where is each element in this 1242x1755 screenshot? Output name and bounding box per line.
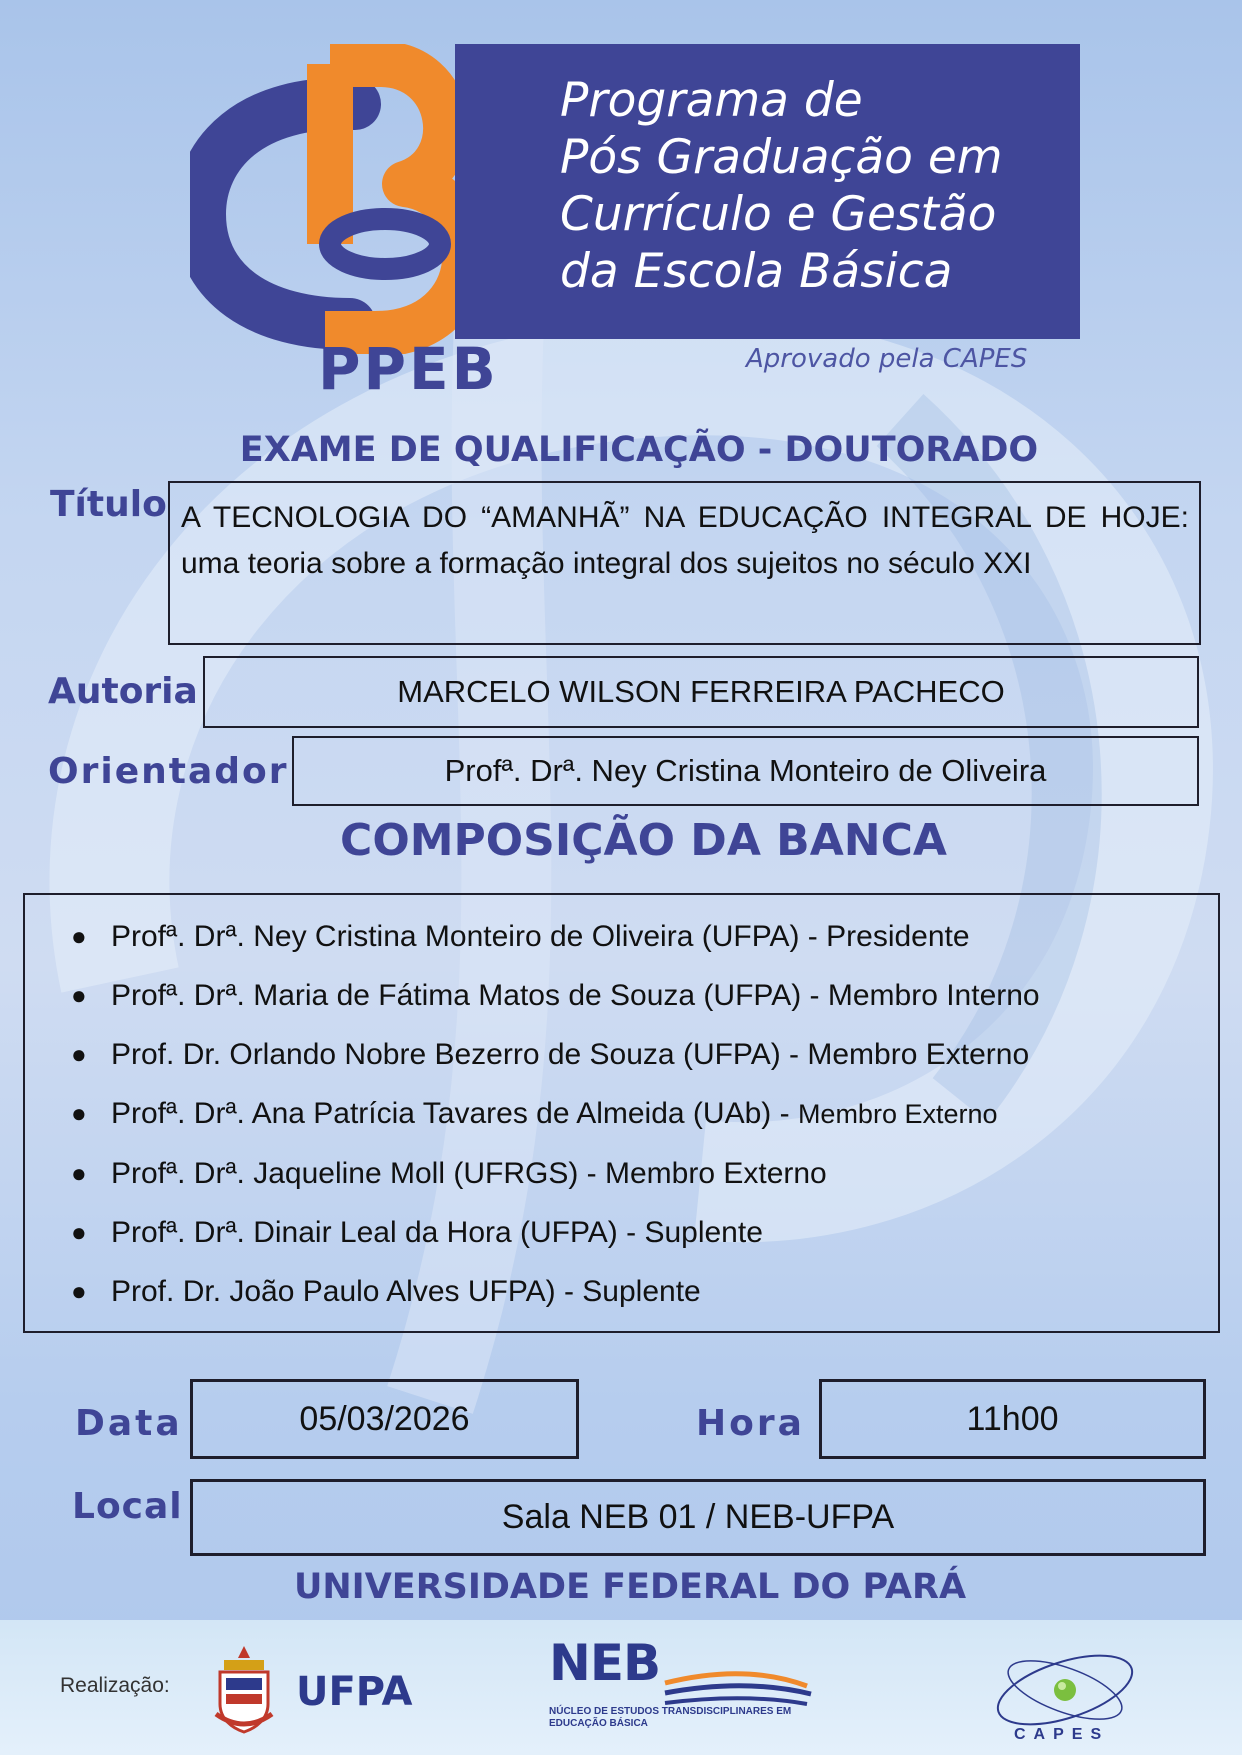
member-role: Membro Interno	[827, 979, 1040, 1012]
member-role: Membro Externo	[807, 1038, 1030, 1071]
data-value: 05/03/2026	[299, 1399, 470, 1438]
banca-list	[71, 907, 1040, 1321]
ufpa-crest-icon	[210, 1644, 278, 1734]
neb-subtitle: NÚCLEO DE ESTUDOS TRANSDISCIPLINARES EM EDUCAÇÃO BÁSICA	[549, 1706, 792, 1729]
member-name: Profª. Drª. Jaqueline Moll (UFRGS) -	[111, 1157, 605, 1190]
banca-title: COMPOSIÇÃO DA BANCA	[340, 815, 947, 866]
member-role: Membro Externo	[797, 1099, 998, 1129]
hora-label: Hora	[696, 1403, 805, 1444]
member-name: Profª. Drª. Ana Patrícia Tavares de Almeida (UAb) -	[111, 1097, 798, 1130]
capes-logo-text: CAPES	[1014, 1726, 1110, 1743]
local-label: Local	[72, 1486, 183, 1527]
hora-value: 11h00	[966, 1399, 1059, 1438]
autoria-label: Autoria	[48, 671, 198, 712]
member-role: Suplente	[644, 1216, 763, 1249]
orientador-box	[292, 736, 1199, 806]
program-acronym: PPEB	[318, 335, 499, 403]
banca-member	[71, 1203, 1040, 1262]
realizacao-label: Realização:	[60, 1674, 170, 1697]
orientador-value: Profª. Drª. Ney Cristina Monteiro de Oliveira	[444, 753, 1047, 788]
banca-member	[71, 1144, 1040, 1203]
exam-title: EXAME DE QUALIFICAÇÃO - DOUTORADO	[239, 430, 1039, 470]
ufpa-logo-text: UFPA	[296, 1669, 413, 1715]
autoria-box	[203, 656, 1199, 728]
member-name: Profª. Drª. Maria de Fátima Matos de Souza (UFPA) -	[111, 979, 828, 1012]
local-value: Sala NEB 01 / NEB-UFPA	[501, 1498, 895, 1536]
bullet-icon: ●	[71, 1158, 87, 1188]
bullet-icon: ●	[71, 1276, 87, 1306]
university-name: UNIVERSIDADE FEDERAL DO PARÁ	[293, 1567, 967, 1607]
hora-box	[819, 1379, 1206, 1459]
bullet-icon: ●	[71, 1098, 87, 1128]
titulo-label: Título	[50, 484, 167, 525]
member-name: Prof. Dr. João Paulo Alves UFPA) -	[111, 1275, 583, 1308]
neb-logo-text: NEB	[549, 1634, 661, 1692]
local-box	[190, 1479, 1206, 1556]
banca-member	[71, 1084, 1040, 1144]
banca-member	[71, 907, 1040, 966]
banca-member	[71, 1262, 1040, 1321]
member-name: Profª. Drª. Dinair Leal da Hora (UFPA) -	[111, 1216, 645, 1249]
program-name: Programa de Pós Graduação em Currículo e Gestão da Escola Básica	[560, 73, 1003, 299]
bullet-icon: ●	[71, 1039, 87, 1069]
member-role: Presidente	[826, 920, 970, 953]
orientador-label: Orientador	[48, 751, 289, 792]
member-role: Suplente	[582, 1275, 701, 1308]
member-name: Profª. Drª. Ney Cristina Monteiro de Oliveira (UFPA) -	[111, 920, 827, 953]
autoria-value: MARCELO WILSON FERREIRA PACHECO	[397, 674, 1005, 709]
titulo-box	[168, 481, 1201, 645]
banca-member	[71, 1025, 1040, 1084]
banca-member	[71, 966, 1040, 1025]
footer-sponsors	[0, 1620, 1242, 1755]
banca-box	[23, 893, 1220, 1333]
member-role: Membro Externo	[604, 1157, 827, 1190]
data-box	[190, 1379, 579, 1459]
capes-approval-note: Aprovado pela CAPES	[746, 344, 1028, 374]
member-name: Prof. Dr. Orlando Nobre Bezerro de Souza (UFPA) -	[111, 1038, 808, 1071]
bullet-icon: ●	[71, 980, 87, 1010]
data-label: Data	[75, 1403, 183, 1444]
capes-logo-icon	[990, 1640, 1140, 1740]
bullet-icon: ●	[71, 1217, 87, 1247]
bullet-icon: ●	[71, 921, 87, 951]
titulo-value: A TECNOLOGIA DO “AMANHÃ” NA EDUCAÇÃO INTEGRAL DE HOJE: uma teoria sobre a formação integral dos sujeitos no século XXI	[181, 501, 1189, 580]
